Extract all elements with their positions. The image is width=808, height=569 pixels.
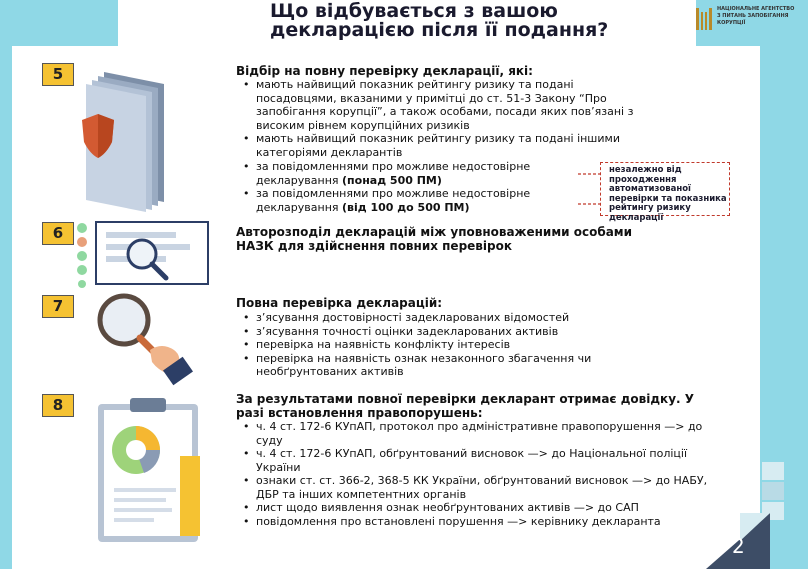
step-5-heading: Відбір на повну перевірку декларації, які: — [236, 64, 533, 78]
list-item: • ознаки ст. ст. 366-2, 368-5 КК України, обґрунтований висновок —> до НАБУ, ДБР та інших компетентних органів — [240, 474, 710, 501]
step-7-bullets — [240, 311, 660, 379]
hand-magnifier-icon — [92, 290, 202, 382]
logo-line: З ПИТАНЬ ЗАПОБІГАННЯ — [717, 13, 789, 19]
list-item — [240, 187, 590, 214]
bullet-bold: (понад 500 ПМ) — [342, 173, 442, 187]
step-8-heading: За результатами повної перевірки декларант отримає довідку. У разі встановлення правопорушень: — [236, 392, 694, 420]
note-box: незалежно від проходження автоматизованої перевірки та показника рейтингу ризику декларації — [600, 162, 730, 216]
clipboard-chart-icon — [94, 396, 204, 546]
list-item: • ч. 4 ст. 172-6 КУпАП, протокол про адміністративне правопорушення —> до суду — [240, 420, 710, 447]
list-item: • лист щодо виявлення ознак необґрунтованих активів —> до САП — [240, 501, 710, 515]
step-5-bullets — [240, 78, 640, 159]
list-item: • мають найвищий показник рейтингу ризику та подані посадовцями, вказаними у примітці до ст. 51-3 Закону “Про запобігання корупції”, а також особами, посади яких пов’язані з високим рівнем корупційних ризиків — [240, 78, 640, 132]
step-number-6: 6 — [42, 222, 74, 245]
list-magnifier-icon — [70, 220, 210, 288]
list-item: • мають найвищий показник рейтингу ризику та подані іншими категоріями декларантів — [240, 132, 640, 159]
list-item: • ч. 4 ст. 172-6 КУпАП, обґрунтований висновок —> до Національної поліції України — [240, 447, 710, 474]
list-item: • повідомлення про встановлені порушення —> керівнику декларанта — [240, 515, 710, 529]
step-6-heading: Авторозподіл декларацій між уповноваженими особами НАЗК для здійснення повних перевірок — [236, 225, 633, 253]
title-card — [118, 0, 795, 48]
nazk-emblem-icon — [696, 8, 712, 30]
step-number-7: 7 — [42, 295, 74, 318]
page-title: Що відбувається з вашою декларацією після її подання? — [270, 0, 609, 41]
step-7-heading: Повна перевірка декларацій: — [236, 296, 443, 310]
documents-shield-icon — [76, 62, 196, 212]
nazk-logo — [696, 6, 808, 38]
step-number-8: 8 — [42, 394, 74, 417]
list-item: • перевірка на наявність ознак незаконного збагачення чи необґрунтованих активів — [240, 352, 660, 379]
logo-text — [717, 6, 807, 27]
logo-line: КОРУПЦІЇ — [717, 20, 746, 26]
step-number-5: 5 — [42, 63, 74, 86]
step-8-bullets — [240, 420, 710, 528]
bullet-bold: (від 100 до 500 ПМ) — [342, 200, 470, 214]
list-item: • перевірка на наявність конфлікту інтересів — [240, 338, 660, 352]
list-item: • з’ясування достовірності задекларованих відомостей — [240, 311, 660, 325]
page-number: 2 — [732, 534, 745, 558]
bullet-text: за повідомленнями про можливе недостовірне декларування — [256, 160, 531, 187]
logo-line: НАЦІОНАЛЬНЕ АГЕНТСТВО — [717, 6, 795, 12]
step-5-marked-bullets — [240, 160, 590, 214]
list-item — [240, 160, 590, 187]
bracket-line — [578, 170, 602, 210]
bullet-text: за повідомленнями про можливе недостовірне декларування — [256, 187, 531, 214]
list-item: • з’ясування точності оцінки задекларованих активів — [240, 325, 660, 339]
